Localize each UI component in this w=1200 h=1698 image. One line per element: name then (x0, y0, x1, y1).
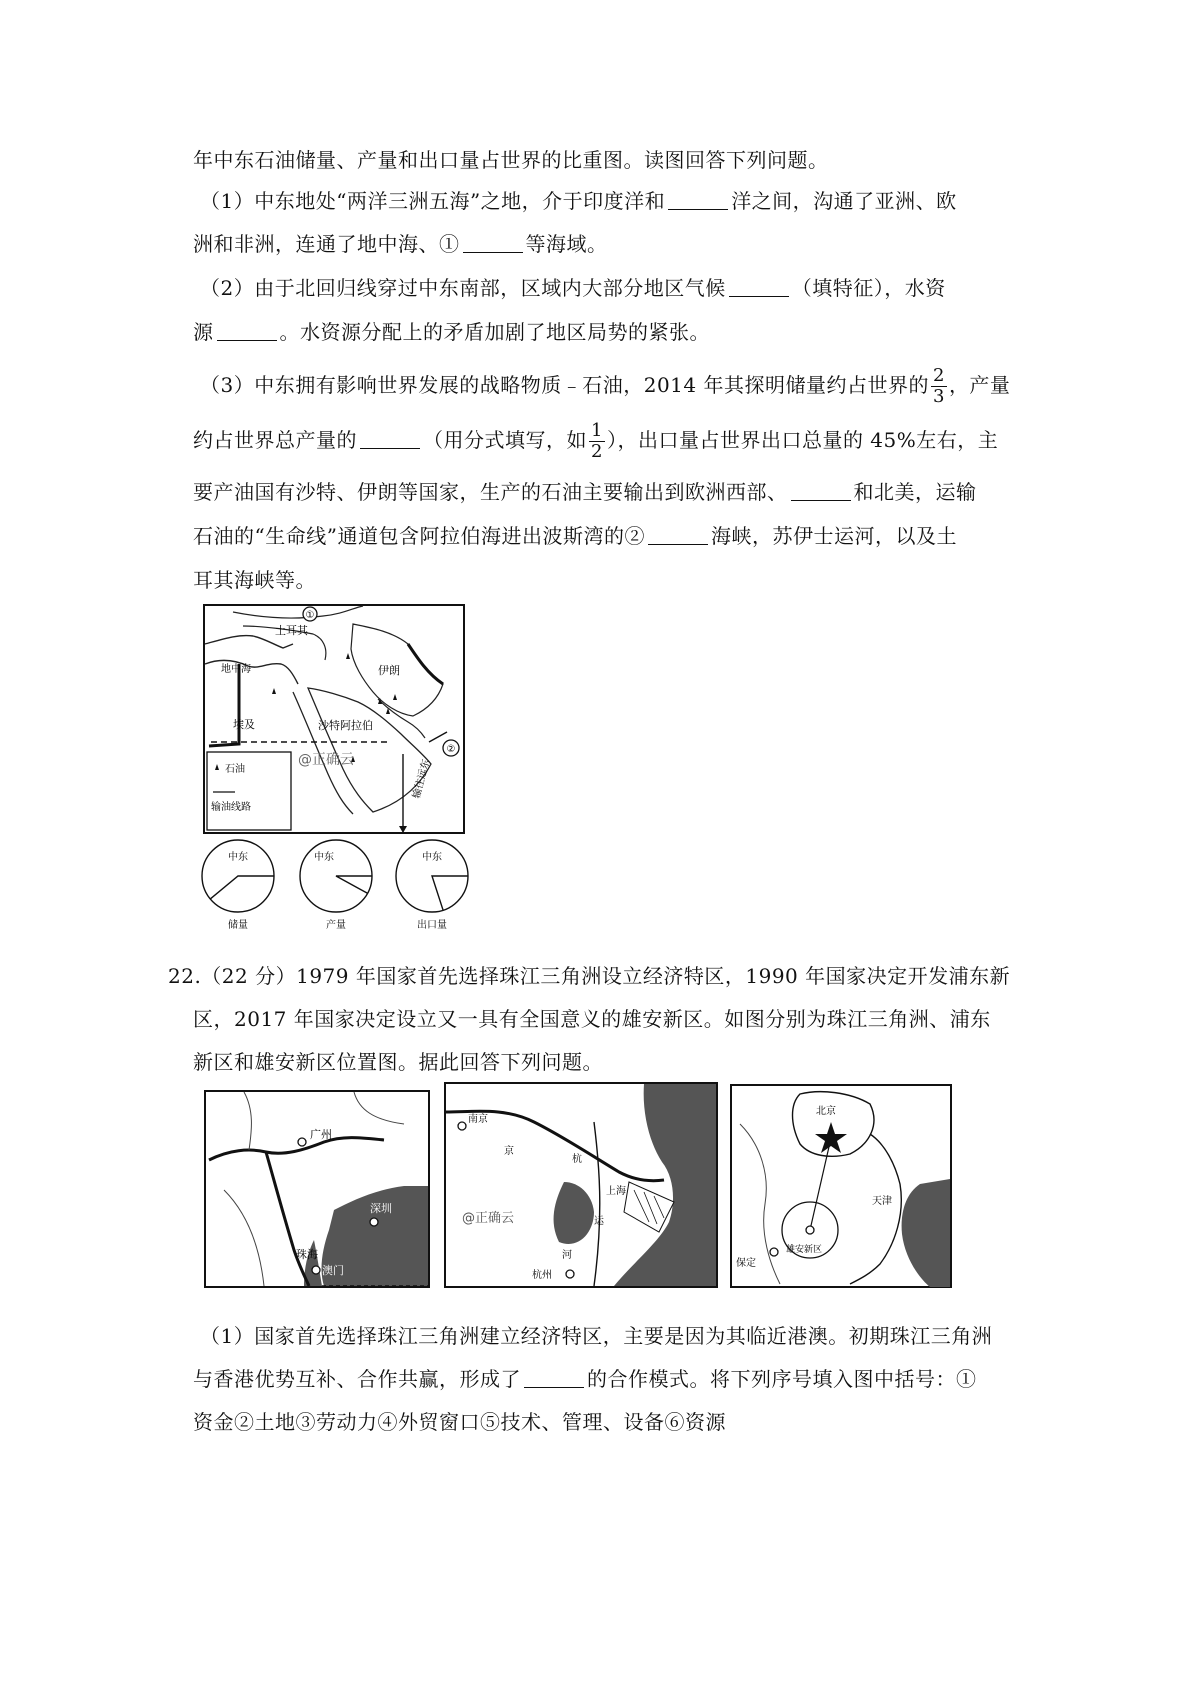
label-xiongan: 雄安新区 (786, 1245, 823, 1255)
label-iran: 伊朗 (378, 664, 400, 677)
q21-intro: 年中东石油储量、产量和出口量占世界的比重图。读图回答下列问题。 (193, 148, 829, 172)
city-baoding (770, 1248, 778, 1256)
answer-blank[interactable] (648, 526, 708, 545)
oil-share-pies (200, 834, 480, 934)
label-zhuhai: 珠海 (296, 1248, 318, 1261)
answer-blank[interactable] (791, 482, 851, 501)
legend-oil-label: 石油 (225, 764, 245, 775)
q21-p1-text-d: 等海域。 (525, 232, 608, 256)
label-turkey: 土耳其 (275, 624, 308, 637)
pie-caption: 出口量 (417, 920, 447, 931)
middle-east-map (203, 604, 465, 834)
q21-p3-text-a: （3）中东拥有影响世界发展的战略物质﹣石油，2014 年其探明储量约占世界的 (200, 373, 929, 397)
label-beijing: 北京 (816, 1106, 836, 1117)
q22-p1-line1 (200, 1322, 992, 1350)
answer-blank[interactable] (463, 234, 523, 253)
label-he: 河 (562, 1250, 572, 1261)
q21-p1-line2 (193, 230, 608, 258)
q21-p3-text-e: ），出口量占世界出口总量的 45%左右，主 (606, 428, 999, 452)
q21-p3-text-j: 耳其海峡等。 (193, 568, 316, 592)
pearl-river-delta-map (204, 1090, 430, 1288)
q22-line1 (168, 962, 1010, 990)
q22-p1-text-d: 资金②土地③劳动力④外贸窗口⑤技术、管理、设备⑥资源 (193, 1410, 726, 1434)
q22-p1-line2 (193, 1365, 977, 1393)
pie-label: 中东 (228, 852, 248, 863)
xiongan-map (730, 1084, 952, 1288)
q22-p1-line3 (193, 1408, 726, 1436)
answer-blank[interactable] (217, 322, 277, 341)
q22-line3 (193, 1048, 603, 1076)
label-shanghai: 上海 (606, 1186, 626, 1197)
label-macao: 澳门 (322, 1264, 344, 1277)
q22-line2 (193, 1005, 991, 1033)
label-mediterranean: 地中海 (221, 664, 251, 675)
label-guangzhou: 广州 (310, 1128, 332, 1141)
q21-p2-text-a: （2）由于北回归线穿过中东南部，区域内大部分地区气候 (200, 276, 726, 300)
pudong-map (444, 1082, 718, 1288)
q21-p3-text-g: 和北美，运输 (853, 480, 977, 504)
legend-route-label: 输油线路 (211, 802, 251, 813)
label-saudi: 沙特阿拉伯 (318, 719, 373, 732)
watermark: @正确云 (298, 752, 354, 768)
q21-p1-text-a: （1）中东地处“两洋三洲五海”之地，介于印度洋和 (200, 189, 666, 213)
q22-p1-text-b: 与香港优势互补、合作共赢，形成了 (193, 1367, 521, 1391)
pie-label: 中东 (314, 852, 334, 863)
answer-blank[interactable] (360, 430, 420, 449)
q21-p1-text-b: 洋之间，沟通了亚洲、欧 (731, 189, 957, 213)
answer-blank[interactable] (729, 278, 789, 297)
pie-production (300, 840, 372, 931)
q21-p3-line4 (193, 522, 957, 550)
q21-p3-line2 (193, 415, 998, 465)
q22-text-a: 22.（22 分）1979 年国家首先选择珠江三角洲设立经济特区，1990 年国家决定开发浦东新 (168, 964, 1011, 988)
marker-2-label: ② (446, 744, 456, 755)
q21-p3-text-f: 要产油国有沙特、伊朗等国家，生产的石油主要输出到欧洲西部、 (193, 480, 788, 504)
label-shenzhen: 深圳 (370, 1202, 392, 1215)
q21-p1-line1 (200, 187, 957, 215)
city-shenzhen (370, 1218, 378, 1226)
city-xiongan (806, 1226, 814, 1234)
answer-blank[interactable] (668, 191, 728, 210)
q21-p3-line3 (193, 478, 977, 506)
q21-p3-text-b: ，产量 (948, 373, 1011, 397)
city-hangzhou (566, 1270, 574, 1278)
legend-box (207, 752, 291, 830)
marker-1-label: ① (305, 610, 315, 621)
city-macao (312, 1266, 320, 1274)
pie-caption: 储量 (228, 920, 248, 931)
pie-label: 中东 (422, 852, 442, 863)
label-tianjin: 天津 (872, 1196, 892, 1207)
fraction-one-half: $\frac{1}{2}$ (591, 420, 603, 462)
q22-p1-text-c: 的合作模式。将下列序号填入图中括号：① (587, 1367, 977, 1391)
answer-blank[interactable] (524, 1369, 584, 1388)
q21-p2-text-d: 。水资源分配上的矛盾加剧了地区局势的紧张。 (279, 320, 710, 344)
label-yun: 运 (594, 1216, 604, 1227)
label-jing: 京 (504, 1146, 514, 1157)
fraction-two-thirds: $\frac{2}{3}$ (932, 365, 945, 407)
q21-p2-text-b: （填特征），水资 (791, 276, 946, 300)
q22-p1-text-a: （1）国家首先选择珠江三角洲建立经济特区，主要是因为其临近港澳。初期珠江三角洲 (200, 1324, 993, 1348)
label-egypt: 埃及 (233, 718, 255, 731)
q21-p3-text-c: 约占世界总产量的 (193, 428, 357, 452)
label-hang: 杭 (572, 1154, 582, 1165)
q21-p2-text-c: 源 (193, 320, 214, 344)
q22-text-c: 新区和雄安新区位置图。据此回答下列问题。 (193, 1050, 603, 1074)
q21-intro-line (193, 146, 829, 174)
q21-p2-line2 (193, 318, 710, 346)
q22-text-b: 区，2017 年国家决定设立又一具有全国意义的雄安新区。如图分别为珠江三角洲、浦东 (193, 1007, 991, 1031)
pie-reserves (202, 840, 274, 931)
city-nanjing (458, 1122, 466, 1130)
watermark: @正确云 (462, 1211, 515, 1226)
pie-caption: 产量 (326, 920, 346, 931)
q21-p1-text-c: 洲和非洲，连通了地中海、① (193, 232, 460, 256)
label-route: 输往远东 (411, 758, 433, 800)
q21-p3-line1 (200, 360, 1010, 410)
q21-p3-text-d: （用分式填写，如 (423, 428, 587, 452)
q21-p3-line5 (193, 566, 316, 594)
city-guangzhou (298, 1138, 306, 1146)
q21-p2-line1 (200, 274, 946, 302)
pie-exports (396, 840, 468, 931)
q21-p3-text-h: 石油的“生命线”通道包含阿拉伯海进出波斯湾的② (193, 524, 645, 548)
label-baoding: 保定 (736, 1258, 756, 1269)
q21-p3-text-i: 海峡，苏伊士运河，以及土 (710, 524, 957, 548)
label-nanjing: 南京 (468, 1114, 488, 1125)
label-hangzhou: 杭州 (532, 1270, 552, 1281)
